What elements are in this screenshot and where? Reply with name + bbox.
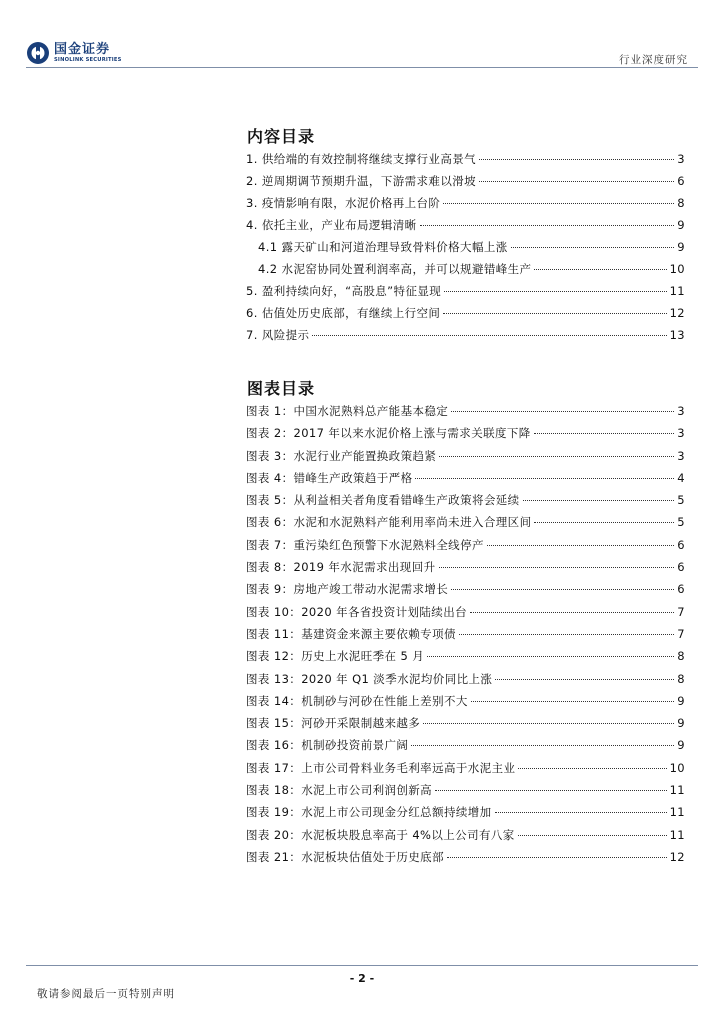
figure-item[interactable]: 图表 14：机制砂与河砂在性能上差别不大 9 bbox=[246, 693, 685, 708]
figure-item[interactable]: 图表 5：从利益相关者角度看错峰生产政策将会延续 5 bbox=[246, 493, 685, 508]
toc-title: 内容目录 bbox=[247, 127, 316, 146]
figure-list-title: 图表目录 bbox=[247, 379, 316, 398]
toc-item[interactable]: 4. 依托主业，产业布局逻辑清晰 9 bbox=[246, 218, 685, 232]
toc-item[interactable]: 2. 逆周期调节预期升温，下游需求难以滑坡 6 bbox=[246, 174, 685, 188]
toc-item[interactable]: 3. 疫情影响有限，水泥价格再上台阶 8 bbox=[246, 196, 685, 210]
table-of-contents bbox=[246, 151, 685, 349]
logo-mark-icon bbox=[26, 41, 50, 65]
figure-item[interactable]: 图表 7：重污染红色预警下水泥熟料全线停产 6 bbox=[246, 537, 685, 552]
figure-item[interactable]: 图表 6：水泥和水泥熟料产能利用率尚未进入合理区间 5 bbox=[246, 515, 685, 530]
document-type-label: 行业深度研究 bbox=[619, 54, 688, 66]
figure-item[interactable]: 图表 16：机制砂投资前景广阔 9 bbox=[246, 738, 685, 753]
figure-item[interactable]: 图表 18：水泥上市公司利润创新高 11 bbox=[246, 783, 685, 798]
figure-item[interactable]: 图表 15：河砂开采限制越来越多 9 bbox=[246, 716, 685, 731]
figure-item[interactable]: 图表 11：基建资金来源主要依赖专项债 7 bbox=[246, 626, 685, 641]
figure-item[interactable]: 图表 21：水泥板块估值处于历史底部 12 bbox=[246, 849, 685, 864]
toc-subitem[interactable]: 4.2 水泥窑协同处置利润率高，并可以规避错峰生产 10 bbox=[258, 262, 685, 276]
footer-divider bbox=[26, 965, 698, 966]
figure-item[interactable]: 图表 20：水泥板块股息率高于 4%以上公司有八家 11 bbox=[246, 827, 685, 842]
toc-item[interactable]: 5. 盈利持续向好，“高股息”特征显现 11 bbox=[246, 284, 685, 298]
figure-item[interactable]: 图表 9：房地产竣工带动水泥需求增长 6 bbox=[246, 582, 685, 597]
toc-item[interactable]: 7. 风险提示 13 bbox=[246, 328, 685, 342]
page-number: - 2 - bbox=[349, 972, 375, 985]
company-logo bbox=[26, 40, 122, 66]
figure-item[interactable]: 图表 1：中国水泥熟料总产能基本稳定 3 bbox=[246, 404, 685, 418]
logo-english-name: SINOLINK SECURITIES bbox=[54, 56, 122, 63]
toc-item[interactable]: 1. 供给端的有效控制将继续支撑行业高景气 3 bbox=[246, 152, 685, 166]
toc-item[interactable]: 6. 估值处历史底部，有继续上行空间 12 bbox=[246, 306, 685, 320]
header-divider bbox=[26, 67, 698, 68]
logo-chinese-name: 国金证券 bbox=[54, 41, 111, 57]
figure-item[interactable]: 图表 4：错峰生产政策趋于严格 4 bbox=[246, 470, 685, 485]
figure-list bbox=[246, 403, 685, 871]
figure-item[interactable]: 图表 19：水泥上市公司现金分红总额持续增加 11 bbox=[246, 805, 685, 820]
figure-item[interactable]: 图表 10：2020 年各省投资计划陆续出台 7 bbox=[246, 604, 685, 619]
figure-item[interactable]: 图表 2：2017 年以来水泥价格上涨与需求关联度下降 3 bbox=[246, 426, 685, 441]
figure-item[interactable]: 图表 17：上市公司骨料业务毛利率远高于水泥主业 10 bbox=[246, 760, 685, 775]
figure-item[interactable]: 图表 3：水泥行业产能置换政策趋紧 3 bbox=[246, 448, 685, 463]
page-header bbox=[26, 40, 698, 66]
figure-item[interactable]: 图表 12：历史上水泥旺季在 5 月 8 bbox=[246, 649, 685, 664]
figure-item[interactable]: 图表 8：2019 年水泥需求出现回升 6 bbox=[246, 560, 685, 575]
toc-subitem[interactable]: 4.1 露天矿山和河道治理导致骨料价格大幅上涨 9 bbox=[258, 240, 685, 254]
footer-disclaimer: 敬请参阅最后一页特别声明 bbox=[37, 988, 175, 1000]
figure-item[interactable]: 图表 13：2020 年 Q1 淡季水泥均价同比上涨 8 bbox=[246, 671, 685, 686]
